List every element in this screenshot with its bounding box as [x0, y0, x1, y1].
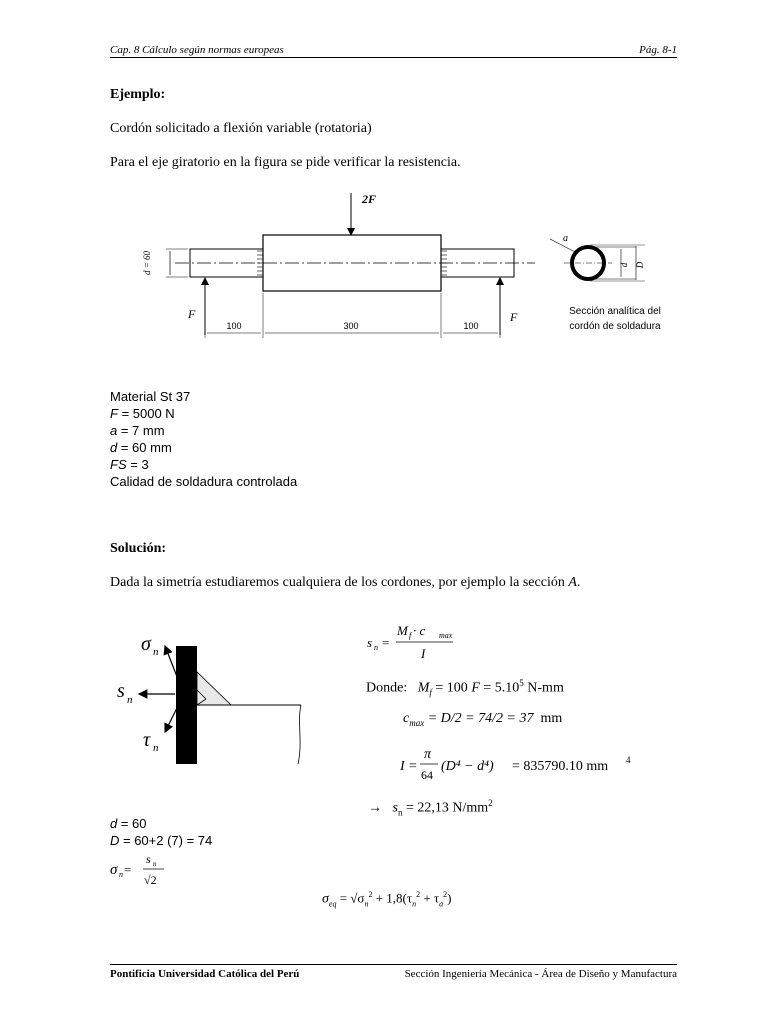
solution-text: Dada la simetría estudiaremos cualquiera de los cordones, por ejemplo la sección A.: [110, 575, 581, 590]
eq-sn-num: M: [397, 623, 408, 638]
load-left-label: F: [188, 307, 196, 321]
eq-cmax-line: [403, 711, 562, 728]
given-a-symbol: a: [110, 423, 118, 438]
given-FS: [110, 457, 149, 472]
eq-sigma-eq-rhs3-exp: 2: [443, 890, 448, 899]
eq-mf-symbol: M: [417, 680, 430, 696]
stress-diagram: [105, 622, 315, 772]
bottom-d-symbol: d: [110, 816, 118, 831]
solution-title: Solución:: [110, 541, 167, 556]
eq-sn-den: I: [421, 646, 426, 661]
given-d-symbol: d: [110, 440, 118, 455]
given-a-value: = 7 mm: [117, 423, 165, 438]
load-right-label: F: [510, 310, 518, 324]
eq-I-exp: 4: [626, 755, 631, 765]
footer-rule: [110, 964, 677, 965]
given-FS-symbol: FS: [110, 457, 127, 472]
given-d: [110, 440, 172, 455]
eq-sigma-eq-rhs2-sub: n: [412, 899, 417, 909]
diameter-dim-label: d = 60: [142, 250, 152, 276]
section-title: Ejemplo:: [110, 87, 166, 102]
subtitle: Cordón solicitado a flexión variable (rotatoria): [110, 121, 372, 136]
eq-I-num: π: [424, 747, 432, 762]
eq-I-symbol: I =: [400, 759, 418, 774]
eq-sigma-eq-rhs2-exp: 2: [416, 890, 421, 899]
eq-sigma-eq-symbol: σ: [322, 891, 329, 907]
given-d-value: = 60 mm: [117, 440, 172, 455]
eq-I-den: 64: [421, 768, 433, 782]
header-right: Pág. 8-1: [639, 44, 677, 56]
eq-mf-value: = 5.10: [479, 680, 520, 696]
dim-middle-label: 300: [343, 321, 359, 331]
s-n-subscript: n: [127, 694, 133, 706]
sigma-n-subscript: n: [153, 646, 159, 658]
load-top-label: 2F: [362, 192, 377, 206]
solution-text-body: Dada la simetría estudiaremos cualquiera de los cordones, por ejemplo la sección: [110, 575, 569, 590]
bottom-d-value: = 60: [117, 816, 147, 831]
eq-cmax-sub: max: [409, 717, 425, 728]
eq-sigma-eq-rhs: = √σ: [336, 890, 365, 906]
eq-sn-lhs-sub: n: [374, 643, 378, 652]
given-a: [110, 423, 165, 438]
eq-sig-eq: =: [124, 862, 132, 877]
eq-sigma-eq-rhs3-sub: a: [439, 899, 444, 909]
eq-mf-unit: N-mm: [523, 680, 564, 696]
eq-sn-res-value: = 22,13 N/mm: [402, 800, 489, 816]
eq-cmax-symbol: c: [403, 711, 410, 726]
section-caption-line1: Sección analítica del: [569, 306, 661, 317]
eq-sn-result: [368, 798, 493, 817]
quality-line: Calidad de soldadura controlada: [110, 474, 298, 489]
eq-mf-F: F: [471, 680, 480, 696]
given-F-value: = 5000 N: [117, 406, 175, 421]
section-d-label: d: [619, 262, 629, 268]
eq-sig-num: s: [146, 852, 151, 866]
material-line: Material St 37: [110, 389, 191, 404]
eq-sigma-eq-rhs-sub: n: [364, 899, 369, 909]
given-FS-value: = 3: [126, 457, 149, 472]
eq-sigma-eq-rhs3: + τ: [420, 890, 440, 906]
eq-sig-sub: n: [119, 870, 123, 879]
eq-donde: Donde:: [366, 680, 408, 696]
bottom-D-symbol: D: [110, 833, 120, 848]
eq-sn-res-symbol: s: [392, 800, 398, 816]
eq-sig-den: √2: [144, 873, 157, 887]
eq-cmax-eq: = D/2 = 74/2 = 37: [424, 711, 534, 726]
tau-n-subscript: n: [153, 742, 159, 754]
eq-sig-num-sub: n: [153, 860, 157, 868]
section-caption-line2: cordón de soldadura: [569, 321, 661, 332]
eq-sn-res-exp: 2: [488, 798, 493, 808]
eq-sigma-eq-sub: eq: [328, 899, 337, 909]
eq-sigma-eq-rhs-exp: 2: [368, 890, 373, 899]
eq-mf-exp: 5: [519, 678, 524, 688]
eq-sigma-eq-rhs2: + 1,8(τ: [372, 890, 413, 906]
eq-inertia: [398, 744, 658, 784]
eq-sigma-eq-close: ): [447, 890, 452, 906]
given-F-symbol: F: [110, 406, 118, 421]
eq-sn-num-sub: f: [409, 631, 412, 640]
solution-section-label: A: [568, 575, 577, 590]
eq-sn-lhs: s: [367, 635, 373, 650]
section-D-label: D: [635, 261, 645, 269]
section-a-label: a: [563, 233, 568, 244]
eq-mf-eq: = 100: [431, 680, 472, 696]
shaft-diagram: [140, 185, 700, 350]
eq-mf-line: [366, 678, 564, 697]
dim-left-label: 100: [226, 321, 242, 331]
eq-sn-num-dot: · c: [413, 623, 426, 638]
bottom-D-line: [110, 833, 212, 848]
eq-I-body: (D⁴ − d⁴): [441, 759, 494, 774]
eq-sigma-eq: [322, 890, 452, 908]
footer-left: Pontificia Universidad Católica del Perú: [110, 968, 300, 980]
footer-right: Sección Ingeniería Mecánica - Área de Diseño y Manufactura: [404, 968, 677, 980]
eq-sn-res-sub: n: [397, 807, 403, 818]
eq-mf-sub: f: [429, 687, 432, 698]
bottom-D-value: = 60+2 (7) = 74: [119, 833, 213, 848]
header-left: Cap. 8 Cálculo según normas europeas: [110, 44, 284, 56]
eq-sig-symbol: σ: [110, 862, 118, 878]
statement: Para el eje giratorio en la figura se pide verificar la resistencia.: [110, 155, 461, 170]
dim-right-label: 100: [463, 321, 479, 331]
tau-n-symbol: τ: [143, 729, 151, 751]
eq-I-value: = 835790.10 mm: [512, 759, 609, 774]
eq-sigma-n: [108, 850, 188, 890]
sigma-n-symbol: σ: [141, 633, 151, 655]
eq-sn-num-sub2: max: [439, 631, 453, 640]
header-rule: [110, 57, 677, 58]
svg-text:=: =: [382, 635, 390, 650]
s-n-symbol: s: [117, 680, 125, 702]
eq-sn-fraction: [365, 618, 485, 663]
eq-arrow: →: [368, 800, 382, 816]
given-F: [110, 406, 175, 421]
bottom-d-line: [110, 816, 147, 831]
eq-cmax-unit: mm: [540, 711, 563, 726]
